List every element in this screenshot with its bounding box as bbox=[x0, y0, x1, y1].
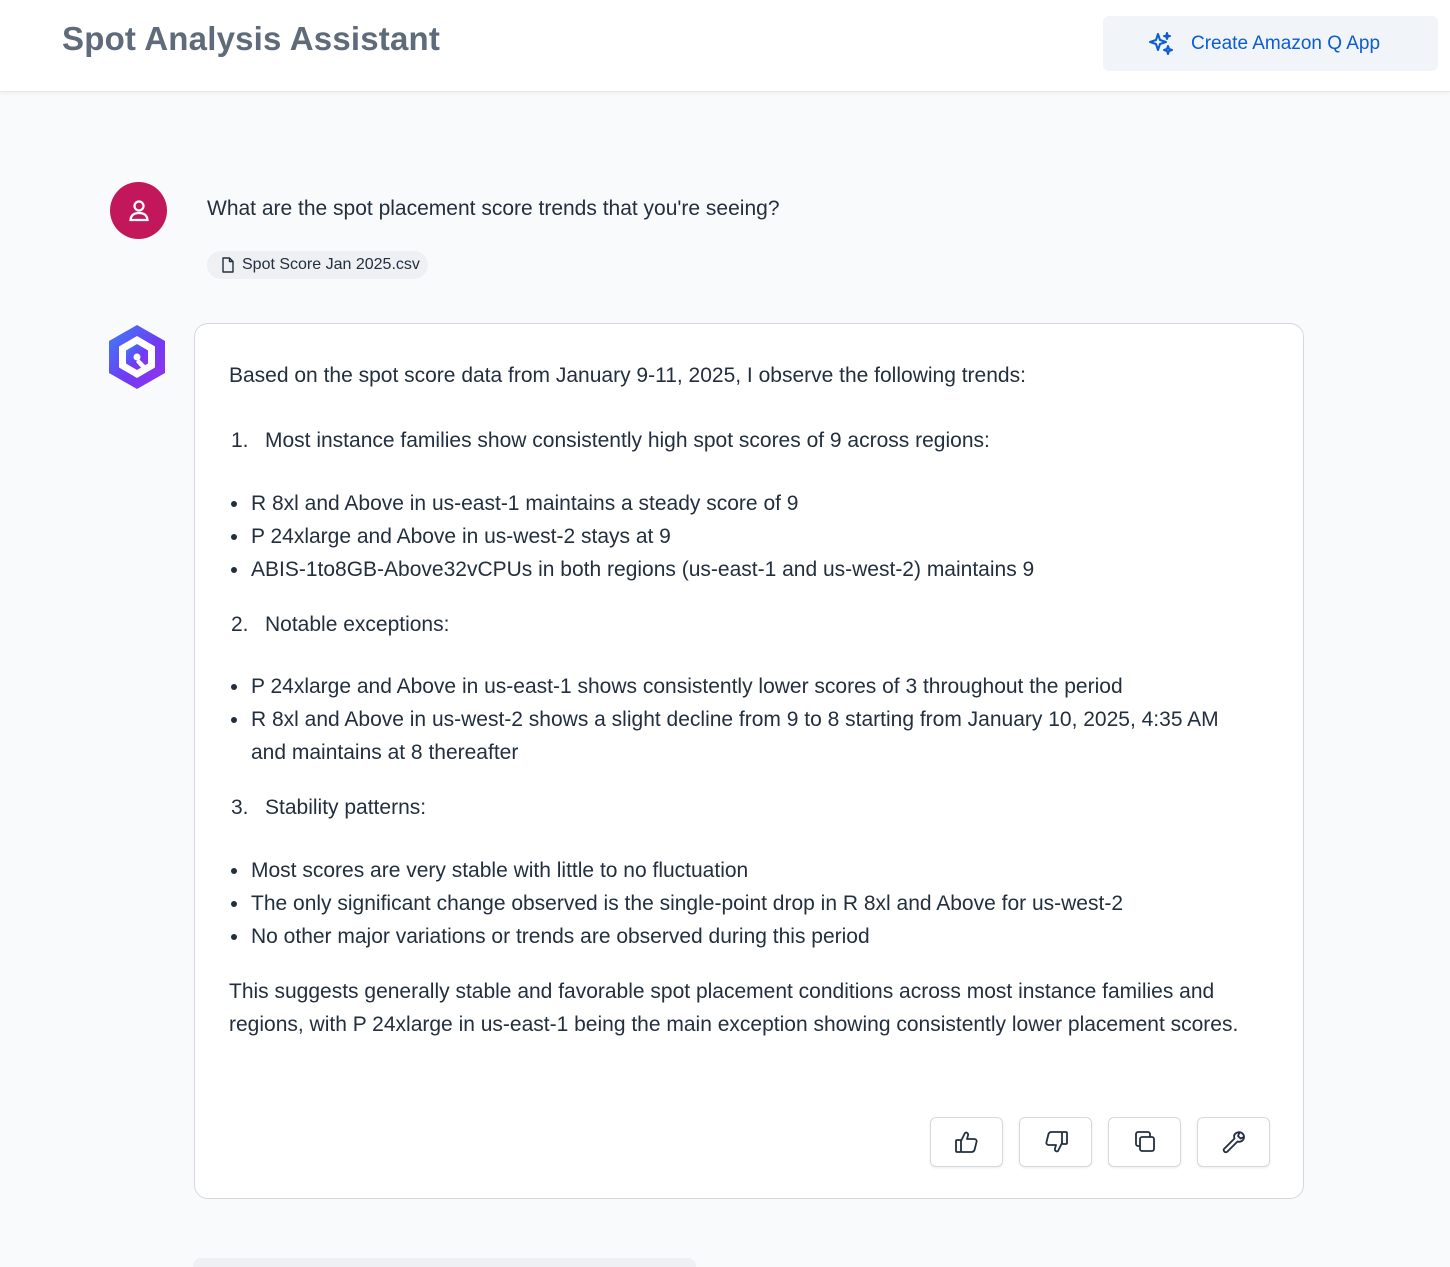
thumbs-down-button[interactable] bbox=[1019, 1117, 1092, 1167]
copy-button[interactable] bbox=[1108, 1117, 1181, 1167]
bullet-list bbox=[229, 487, 1034, 586]
list-item: Most scores are very stable with little to no fluctuation bbox=[229, 854, 1123, 887]
app-header bbox=[0, 0, 1450, 92]
attachment-name: Spot Score Jan 2025.csv bbox=[242, 256, 420, 273]
list-item: No other major variations or trends are observed during this period bbox=[229, 920, 1123, 953]
list-item: P 24xlarge and Above in us-east-1 shows consistently lower scores of 3 throughout the period bbox=[229, 670, 1259, 703]
assistant-response-card bbox=[194, 323, 1304, 1199]
list-item: The only significant change observed is the single-point drop in R 8xl and Above for us-west-2 bbox=[229, 887, 1123, 920]
user-icon bbox=[126, 198, 152, 224]
page-title: Spot Analysis Assistant bbox=[62, 20, 441, 57]
list-item: R 8xl and Above in us-east-1 maintains a steady score of 9 bbox=[229, 487, 1034, 520]
tools-button[interactable] bbox=[1197, 1117, 1270, 1167]
numbered-item: 2. Notable exceptions: bbox=[231, 613, 450, 636]
response-conclusion: This suggests generally stable and favorable spot placement conditions across most instance families and regions, with P 24xlarge in us-east-1 being the main exception showing consistently lower placement scores. bbox=[229, 980, 1239, 1036]
wrench-icon bbox=[1220, 1128, 1248, 1156]
thumbs-down-icon bbox=[1042, 1128, 1070, 1156]
amazon-q-logo-icon bbox=[104, 322, 170, 392]
bullet-list bbox=[229, 670, 1259, 769]
numbered-item: 3. Stability patterns: bbox=[231, 796, 427, 819]
list-item: P 24xlarge and Above in us-west-2 stays at 9 bbox=[229, 520, 1034, 553]
response-actions bbox=[930, 1117, 1270, 1167]
chat-input-area[interactable] bbox=[193, 1258, 696, 1267]
create-button-label: Create Amazon Q App bbox=[1191, 32, 1381, 54]
thumbs-up-button[interactable] bbox=[930, 1117, 1003, 1167]
create-amazon-q-app-button[interactable] bbox=[1103, 16, 1438, 71]
user-avatar bbox=[110, 182, 167, 239]
response-intro: Based on the spot score data from January 9-11, 2025, I observe the following trends: bbox=[229, 364, 1026, 387]
list-item: ABIS-1to8GB-Above32vCPUs in both regions (us-east-1 and us-west-2) maintains 9 bbox=[229, 553, 1034, 586]
file-icon bbox=[221, 257, 235, 273]
copy-icon bbox=[1131, 1128, 1159, 1156]
sparkles-icon bbox=[1147, 30, 1175, 58]
bullet-list bbox=[229, 854, 1123, 953]
attachment-chip[interactable] bbox=[207, 251, 428, 279]
list-item: R 8xl and Above in us-west-2 shows a slight decline from 9 to 8 starting from January 10, 2025, 4:35 AM and maintains at 8 thereafter bbox=[229, 703, 1259, 769]
user-message: What are the spot placement score trends that you're seeing? bbox=[207, 197, 780, 220]
numbered-item: 1. Most instance families show consistently high spot scores of 9 across regions: bbox=[231, 429, 990, 452]
thumbs-up-icon bbox=[953, 1128, 981, 1156]
